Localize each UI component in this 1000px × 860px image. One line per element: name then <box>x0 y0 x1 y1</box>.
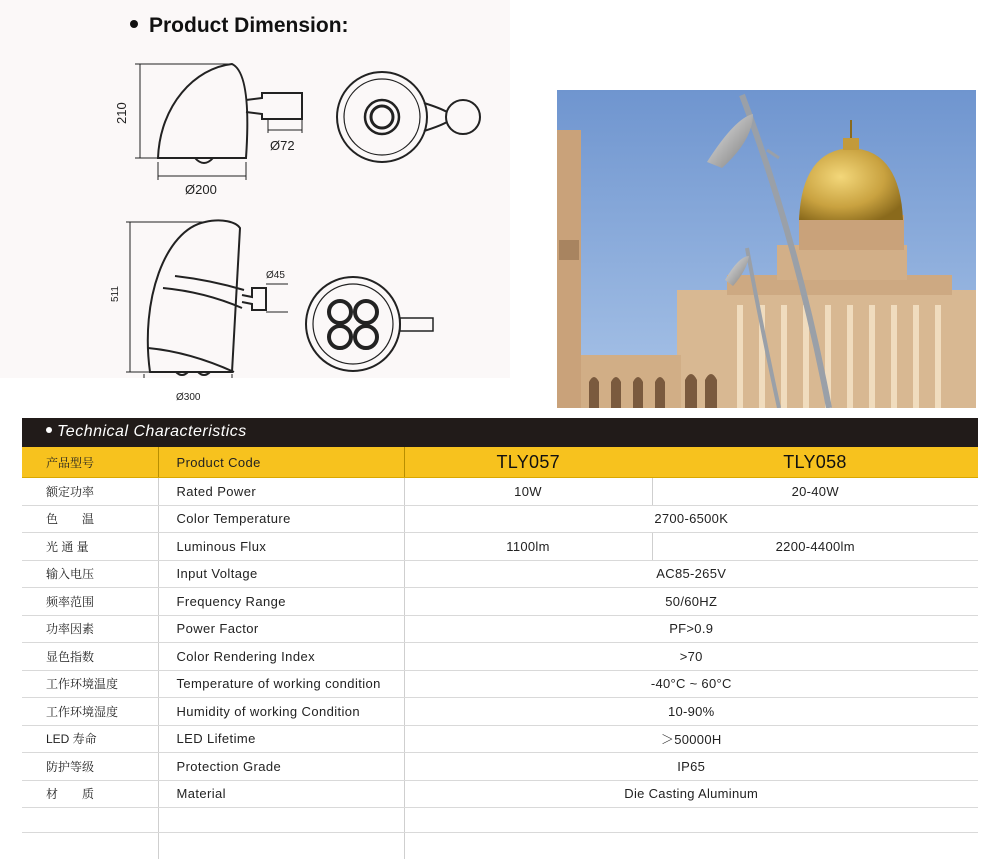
dimension-drawings <box>0 0 510 378</box>
spec-table <box>22 447 978 859</box>
product-photo <box>557 90 976 408</box>
empty-row <box>22 808 978 833</box>
table-row: 防护等级 Protection Grade IP65 <box>22 753 978 781</box>
large-lamp-side-view <box>148 220 266 375</box>
large-arm-label: Ø45 <box>266 270 285 281</box>
table-row: 光 通 量 Luminous Flux 1100lm 2200-4400lm <box>22 533 978 561</box>
table-row: 工作环境温度 Temperature of working condition -40°C ~ 60°C <box>22 670 978 698</box>
small-diameter-label: Ø200 <box>185 182 217 197</box>
tech-header: Technical Characteristics <box>22 418 978 447</box>
small-arm-label: Ø72 <box>270 138 295 153</box>
large-diameter-label: Ø300 <box>176 392 201 403</box>
small-height-label: 210 <box>114 102 129 124</box>
large-lamp-front-view <box>306 277 433 371</box>
empty-row <box>22 833 978 860</box>
large-height-label: 511 <box>110 286 121 302</box>
table-row: 工作环境湿度 Humidity of working Condition 10-90% <box>22 698 978 726</box>
table-row: LED 寿命 LED Lifetime ＞50000H <box>22 725 978 753</box>
table-row: 输入电压 Input Voltage AC85-265V <box>22 560 978 588</box>
dimension-panel <box>0 0 510 403</box>
model-tly058: TLY058 <box>652 447 978 478</box>
dimension-heading: Product Dimension: <box>130 14 349 38</box>
table-row: 额定功率 Rated Power 10W 20-40W <box>22 478 978 506</box>
table-row: 显色指数 Color Rendering Index >70 <box>22 643 978 671</box>
small-lamp-front-view <box>337 72 480 162</box>
product-code-row: 产品型号 Product Code TLY057 TLY058 <box>22 447 978 478</box>
table-row: 功率因素 Power Factor PF>0.9 <box>22 615 978 643</box>
table-row: 色 温 Color Temperature 2700-6500K <box>22 505 978 533</box>
model-tly057: TLY057 <box>404 447 652 478</box>
small-lamp-side-view <box>158 64 247 158</box>
table-row: 材 质 Material Die Casting Aluminum <box>22 780 978 808</box>
table-row: 频率范围 Frequency Range 50/60HZ <box>22 588 978 616</box>
